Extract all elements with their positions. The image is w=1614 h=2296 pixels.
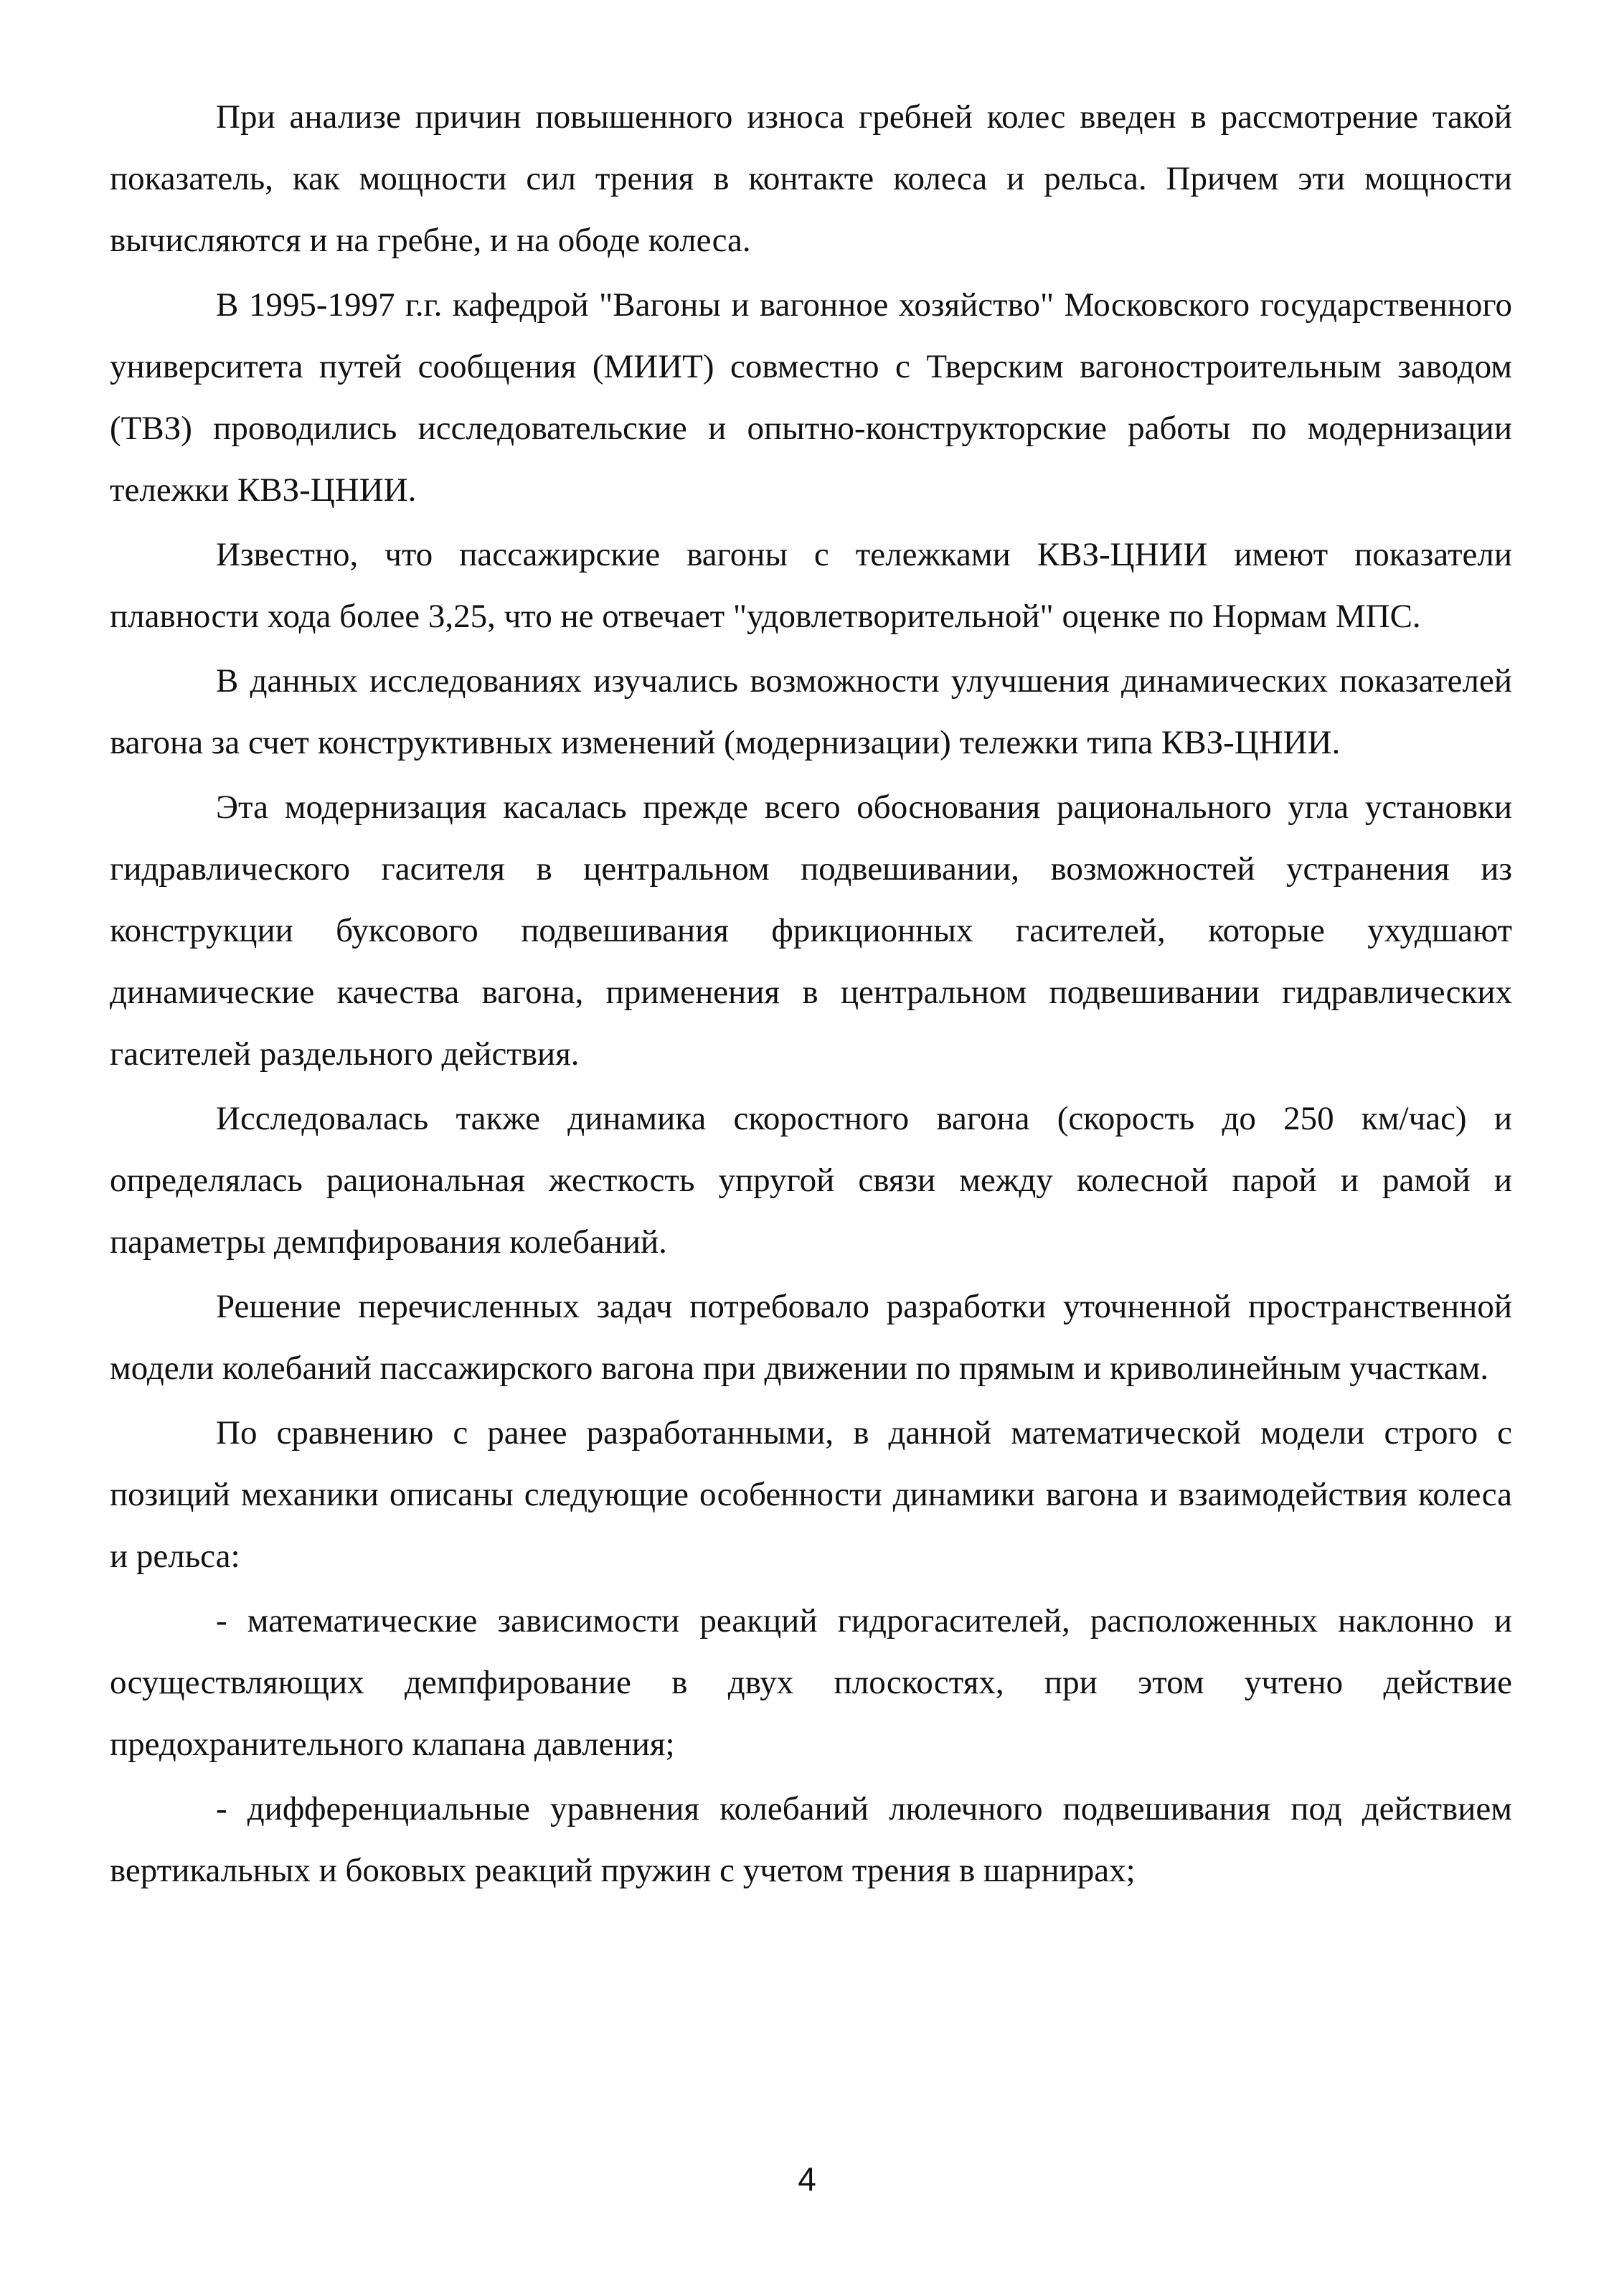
paragraph-miit-research: В 1995-1997 г.г. кафедрой "Вагоны и вагонное хозяйство" Московского государственного университета путей сообщения (МИИТ) совместно с Тверским вагоностроительным заводом (ТВЗ) проводились исследовательские и опытно-конструкторские работы по модернизации тележки КВЗ-ЦНИИ. (110, 286, 1512, 509)
page-number: 4 (798, 2160, 816, 2198)
list-item-dampers: - математические зависимости реакций гидрогасителей, расположенных наклонно и осуществляющих демпфирование в двух плоскостях, при этом учтено действие предохранительного клапана давления; (110, 1602, 1512, 1763)
paragraph-model-features: По сравнению с ранее разработанными, в данной математической модели строго с позиций механики описаны следующие особенности динамики вагона и взаимодействия колеса и рельса: (110, 1414, 1512, 1575)
body-text (110, 86, 1512, 1904)
paragraph-modernization: Эта модернизация касалась прежде всего обоснования рационального угла установки гидравлического гасителя в центральном подвешивании, возможностей устранения из конструкции буксового подвешивания фрикционных гасителей, которые ухудшают динамические качества вагона, применения в центральном подвешивании гидравлических гасителей раздельного действия. (110, 789, 1512, 1073)
list-item-cradle-suspension: - дифференциальные уравнения колебаний люлечного подвешивания под действием вертикальных и боковых реакций пружин с учетом трения в шарнирах; (110, 1790, 1512, 1889)
paragraph-model-development: Решение перечисленных задач потребовало разработки уточненной пространственной модели колебаний пассажирского вагона при движении по прямым и криволинейным участкам. (110, 1288, 1512, 1387)
paragraph-high-speed: Исследовалась также динамика скоростного вагона (скорость до 250 км/час) и определялась рациональная жесткость упругой связи между колесной парой и рамой и параметры демпфирования колебаний. (110, 1100, 1512, 1261)
paragraph-ride-quality: Известно, что пассажирские вагоны с тележками КВЗ-ЦНИИ имеют показатели плавности хода более 3,25, что не отвечает "удовлетворительной" оценке по Нормам МПС. (110, 536, 1512, 635)
paragraph-wear-analysis: При анализе причин повышенного износа гребней колес введен в рассмотрение такой показатель, как мощности сил трения в контакте колеса и рельса. Причем эти мощности вычисляются и на гребне, и на ободе колеса. (110, 98, 1512, 259)
paragraph-study-scope: В данных исследованиях изучались возможности улучшения динамических показателей вагона за счет конструктивных изменений (модернизации) тележки типа КВЗ-ЦНИИ. (110, 662, 1512, 761)
